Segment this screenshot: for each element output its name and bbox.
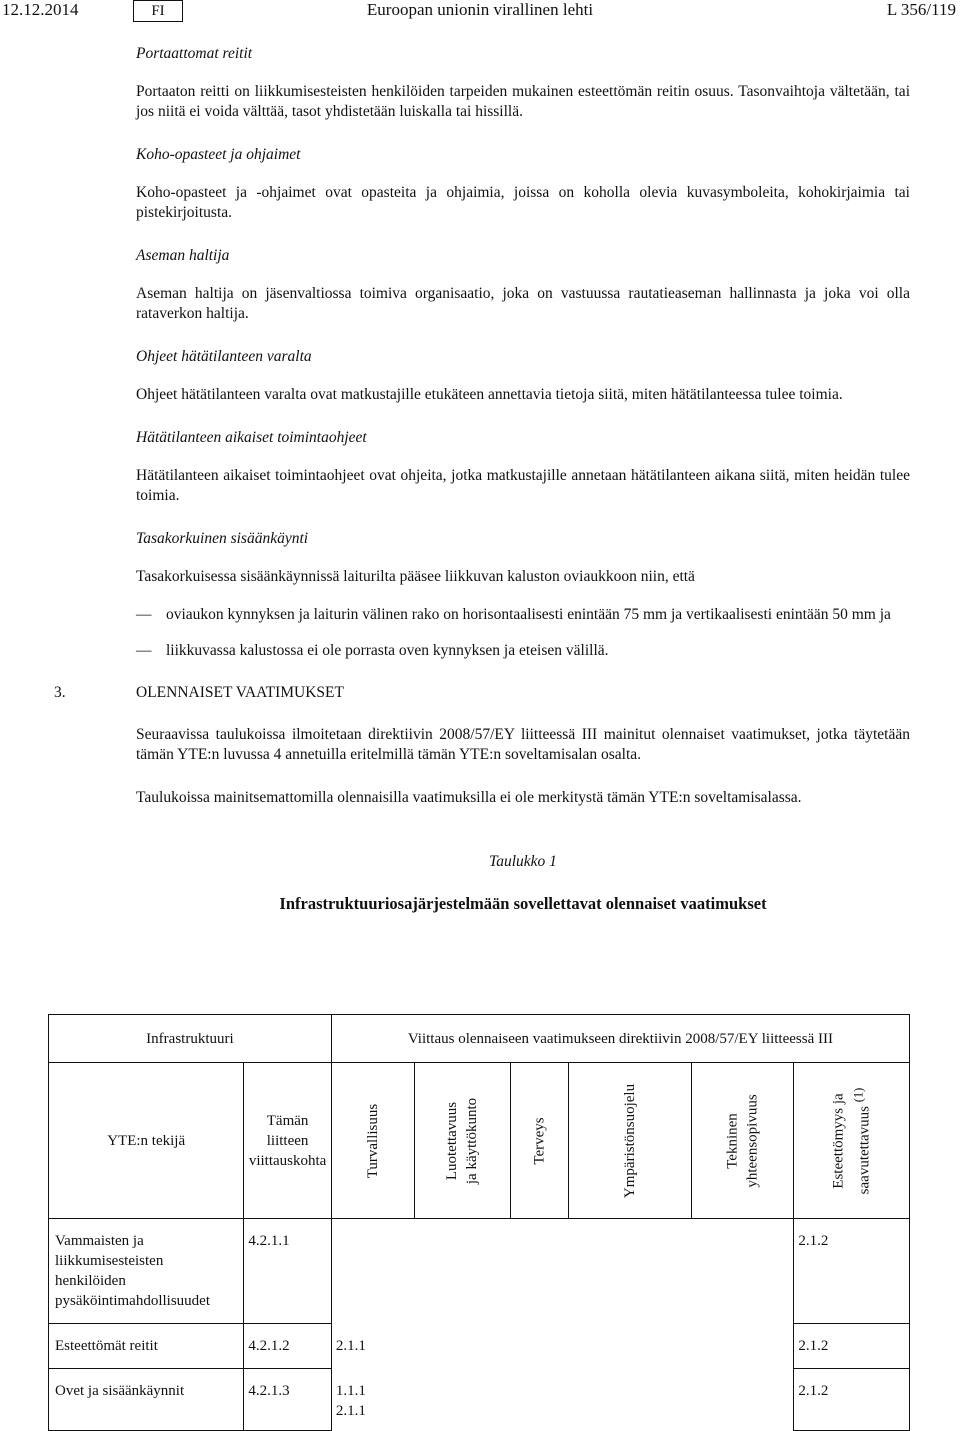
row-accessibility: 2.1.2: [794, 1219, 910, 1324]
row-label: Esteettömät reitit: [49, 1324, 244, 1369]
column-header-environment: [568, 1063, 691, 1219]
definition-heading: Aseman haltija: [136, 247, 230, 264]
row-accessibility: 2.1.2: [794, 1324, 910, 1369]
footnote-ref: (1): [851, 1087, 866, 1102]
table-row: [49, 1324, 910, 1369]
definition-heading: Ohjeet hätätilanteen varalta: [136, 348, 312, 365]
column-header-factor: YTE:n tekijä: [49, 1063, 244, 1219]
definition-heading: Portaattomat reitit: [136, 45, 253, 62]
definition-text: Koho-opasteet ja -ohjaimet ovat opasteita ja ohjaimia, joissa on koholla olevia kuvasymboleita, kohokirjaimia tai pistekirjoitusta.: [136, 184, 910, 221]
row-reference: 4.2.1.3: [244, 1369, 332, 1431]
column-header-accessibility-label: [829, 1087, 875, 1194]
group-header-infrastructure: Infrastruktuuri: [49, 1015, 332, 1063]
column-header-reliability-label: [442, 1097, 482, 1183]
row-safety: 2.1.1: [331, 1324, 794, 1369]
definition-heading: Koho-opasteet ja ohjaimet: [136, 146, 301, 163]
accessibility-label-line-1: Esteettömyys ja: [830, 1092, 847, 1189]
section-number: 3.: [54, 684, 66, 701]
reliability-label-line-2: ja käyttökunto: [464, 1097, 481, 1184]
dash-mark: —: [136, 606, 152, 623]
column-header-accessibility: [794, 1063, 910, 1219]
dash-list-item: [136, 605, 910, 625]
page-number: L 356/119: [886, 0, 956, 19]
column-header-technical: [692, 1063, 794, 1219]
requirements-table: [48, 1014, 910, 1431]
row-label: Ovet ja sisäänkäynnit: [49, 1369, 244, 1431]
dash-mark: —: [136, 642, 152, 659]
definition-text: Portaaton reitti on liikkumisesteisten henkilöiden tarpeiden mukainen esteettömän reitin osuus. Tasonvaihtoja vältetään, tai jos niitä ei voida välttää, tasot yhdistetään luiskalla tai hissillä.: [136, 83, 910, 120]
group-header-directive: Viittaus olennaiseen vaatimukseen direktiivin 2008/57/EY liitteessä III: [331, 1015, 909, 1063]
column-header-reference: Tämän liitteen viittauskohta: [244, 1063, 332, 1219]
section-title: OLENNAISET VAATIMUKSET: [136, 684, 344, 701]
technical-label-line-2: yhteensopivuus: [744, 1093, 761, 1188]
section-heading: [54, 683, 910, 703]
row-safety: [331, 1369, 794, 1431]
column-header-environment-label: Ympäristönsuojelu: [621, 1083, 638, 1198]
definition-text: Hätätilanteen aikaiset toimintaohjeet ovat ohjeita, jotka matkustajille annetaan hätätilanteen aikana siitä, miten heidän tulee toimia.: [136, 467, 910, 504]
column-header-reliability: [415, 1063, 510, 1219]
journal-title: Euroopan unionin virallinen lehti: [366, 0, 594, 19]
table-caption: Taulukko 1: [489, 853, 557, 870]
row-safety-line-1: 1.1.1: [335, 1382, 366, 1399]
section-paragraph: Taulukoissa mainitsemattomilla olennaisilla vaatimuksilla ei ole merkitystä tämän YTE:n soveltamisalassa.: [136, 789, 802, 806]
table-row: [49, 1219, 910, 1324]
row-accessibility: 2.1.2: [794, 1369, 910, 1431]
page-header: [0, 0, 960, 26]
row-safety-line-2: 2.1.1: [335, 1402, 366, 1419]
accessibility-label-line-2: saavutettavuus: [856, 1105, 873, 1194]
reliability-label-line-1: Luotettavuus: [444, 1101, 461, 1180]
table-title: Infrastruktuuriosajärjestelmään sovellettavat olennaiset vaatimukset: [279, 894, 767, 913]
row-label: Vammaisten ja liikkumisesteisten henkilöiden pysäköintimahdollisuudet: [49, 1219, 244, 1324]
publication-date: 12.12.2014: [2, 0, 79, 19]
column-header-safety: [331, 1063, 414, 1219]
document-body: [54, 44, 910, 914]
dash-item-text: liikkuvassa kalustossa ei ole porrasta oven kynnyksen ja eteisen välillä.: [166, 642, 609, 659]
definition-text: Ohjeet hätätilanteen varalta ovat matkustajille etukäteen annettavia tietoja siitä, miten hätätilanteessa tulee toimia.: [136, 386, 843, 403]
definition-text: Tasakorkuisessa sisäänkäynnissä laiturilta pääsee liikkuvan kaluston oviaukkoon niin, että: [136, 568, 695, 585]
column-header-safety-label: Turvallisuus: [365, 1103, 382, 1178]
dash-list-item: [136, 641, 910, 661]
technical-label-line-1: Tekninen: [724, 1112, 741, 1169]
column-header-health-label: Terveys: [531, 1116, 548, 1165]
definition-heading: Tasakorkuinen sisäänkäynti: [136, 530, 309, 547]
row-reference: 4.2.1.1: [244, 1219, 332, 1324]
definition-heading: Hätätilanteen aikaiset toimintaohjeet: [136, 429, 367, 446]
language-badge: FI: [133, 0, 183, 22]
definition-text: Aseman haltija on jäsenvaltiossa toimiva organisaatio, joka on vastuussa rautatieaseman hallinnasta ja joka voi olla rataverkon haltija.: [136, 285, 910, 322]
row-safety: [331, 1219, 794, 1324]
section-paragraph: Seuraavissa taulukoissa ilmoitetaan direktiivin 2008/57/EY liitteessä III mainitut olennaiset vaatimukset, jotka täytetään tämän YTE:n luvussa 4 annetuilla eritelmillä tämän YTE:n soveltamisalan osalta.: [136, 726, 910, 763]
dash-item-text: oviaukon kynnyksen ja laiturin välinen rako on horisontaalisesti enintään 75 mm ja vertikaalisesti enintään 50 mm ja: [166, 606, 891, 623]
column-header-health: [510, 1063, 568, 1219]
table-row: [49, 1369, 910, 1431]
column-header-technical-label: [723, 1094, 763, 1187]
row-reference: 4.2.1.2: [244, 1324, 332, 1369]
